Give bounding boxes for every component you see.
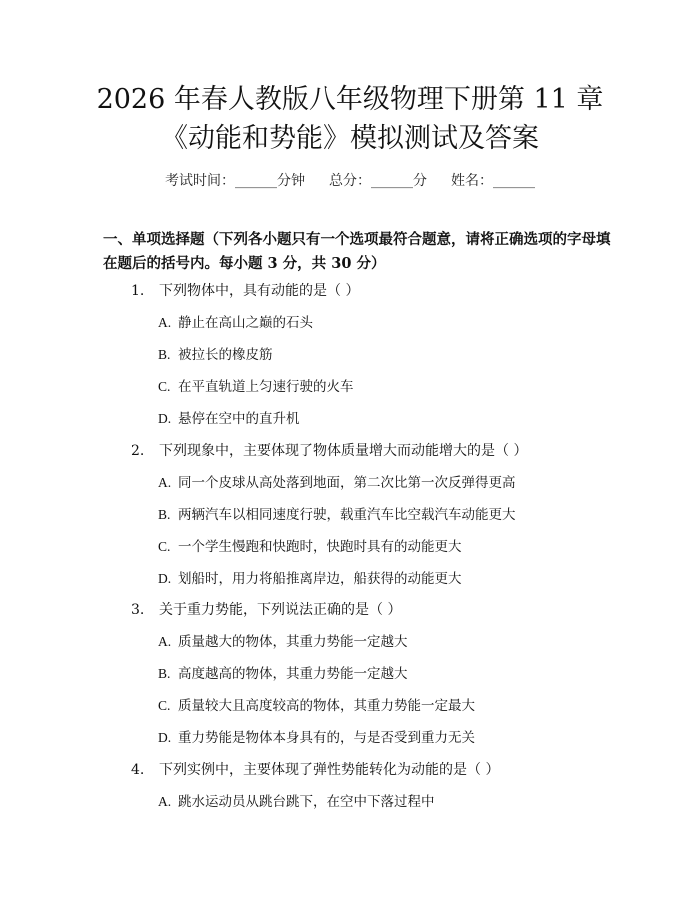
option-text: 跳水运动员从跳台跳下，在空中下落过程中: [178, 794, 435, 810]
option-letter: D.: [158, 730, 172, 745]
question-1: [131, 281, 359, 301]
question-3-option-a: [158, 632, 408, 652]
question-4-option-a: [158, 792, 435, 812]
question-number: 3.: [131, 602, 145, 618]
option-text: 同一个皮球从高处落到地面，第二次比第一次反弹得更高: [178, 475, 516, 491]
option-letter: D.: [158, 571, 172, 586]
question-1-option-a: [158, 313, 313, 333]
option-letter: B.: [158, 507, 171, 522]
question-text: 下列实例中，主要体现了弹性势能转化为动能的是（ ）: [159, 762, 500, 778]
question-2-option-d: [158, 569, 462, 589]
option-text: 质量越大的物体，其重力势能一定越大: [178, 634, 408, 650]
question-4: [131, 760, 499, 780]
question-text: 下列现象中，主要体现了物体质量增大而动能增大的是（ ）: [159, 443, 528, 459]
question-text: 下列物体中，具有动能的是（ ）: [159, 283, 360, 299]
question-2-option-a: [158, 473, 516, 493]
question-3-option-c: [158, 696, 475, 716]
question-1-option-b: [158, 345, 273, 365]
option-letter: B.: [158, 666, 171, 681]
question-3-option-d: [158, 728, 475, 748]
option-text: 悬停在空中的直升机: [178, 411, 300, 427]
student-name-field: 姓名：______: [451, 173, 535, 189]
option-letter: C.: [158, 379, 171, 394]
question-3-option-b: [158, 664, 408, 684]
question-number: 1.: [131, 283, 145, 299]
option-text: 两辆汽车以相同速度行驶，载重汽车比空载汽车动能更大: [178, 507, 516, 523]
option-letter: C.: [158, 539, 171, 554]
option-text: 静止在高山之巅的石头: [178, 315, 313, 331]
option-text: 重力势能是物体本身具有的，与是否受到重力无关: [178, 730, 475, 746]
option-letter: A.: [158, 315, 172, 330]
option-letter: A.: [158, 634, 172, 649]
total-score-field: 总分：______分: [329, 173, 427, 189]
option-letter: B.: [158, 347, 171, 362]
option-text: 在平直轨道上匀速行驶的火车: [178, 379, 354, 395]
exam-title-line-1: 2026 年春人教版八年级物理下册第 11 章: [96, 84, 604, 115]
option-text: 划船时，用力将船推离岸边，船获得的动能更大: [178, 571, 462, 587]
section-1-heading: 一、单项选择题（下列各小题只有一个选项最符合题意，请将正确选项的字母填在题后的括号内。每小题 3 分，共 30 分）: [103, 231, 611, 272]
exam-meta-line: [0, 170, 700, 190]
question-2: [131, 441, 527, 461]
question-2-option-b: [158, 505, 516, 525]
exam-time-field: 考试时间：______分钟: [165, 173, 305, 189]
question-number: 4.: [131, 762, 145, 778]
option-text: 高度越高的物体，其重力势能一定越大: [178, 666, 408, 682]
option-text: 一个学生慢跑和快跑时，快跑时具有的动能更大: [178, 539, 462, 555]
question-number: 2.: [131, 443, 145, 459]
option-text: 质量较大且高度较高的物体，其重力势能一定最大: [178, 698, 475, 714]
option-letter: D.: [158, 411, 172, 426]
option-text: 被拉长的橡皮筋: [178, 347, 273, 363]
exam-title-line-2: 《动能和势能》模拟测试及答案: [161, 123, 539, 154]
question-2-option-c: [158, 537, 462, 557]
question-1-option-c: [158, 377, 354, 397]
option-letter: A.: [158, 475, 172, 490]
option-letter: A.: [158, 794, 172, 809]
question-1-option-d: [158, 409, 300, 429]
question-3: [131, 600, 401, 620]
option-letter: C.: [158, 698, 171, 713]
question-text: 关于重力势能，下列说法正确的是（ ）: [159, 602, 402, 618]
